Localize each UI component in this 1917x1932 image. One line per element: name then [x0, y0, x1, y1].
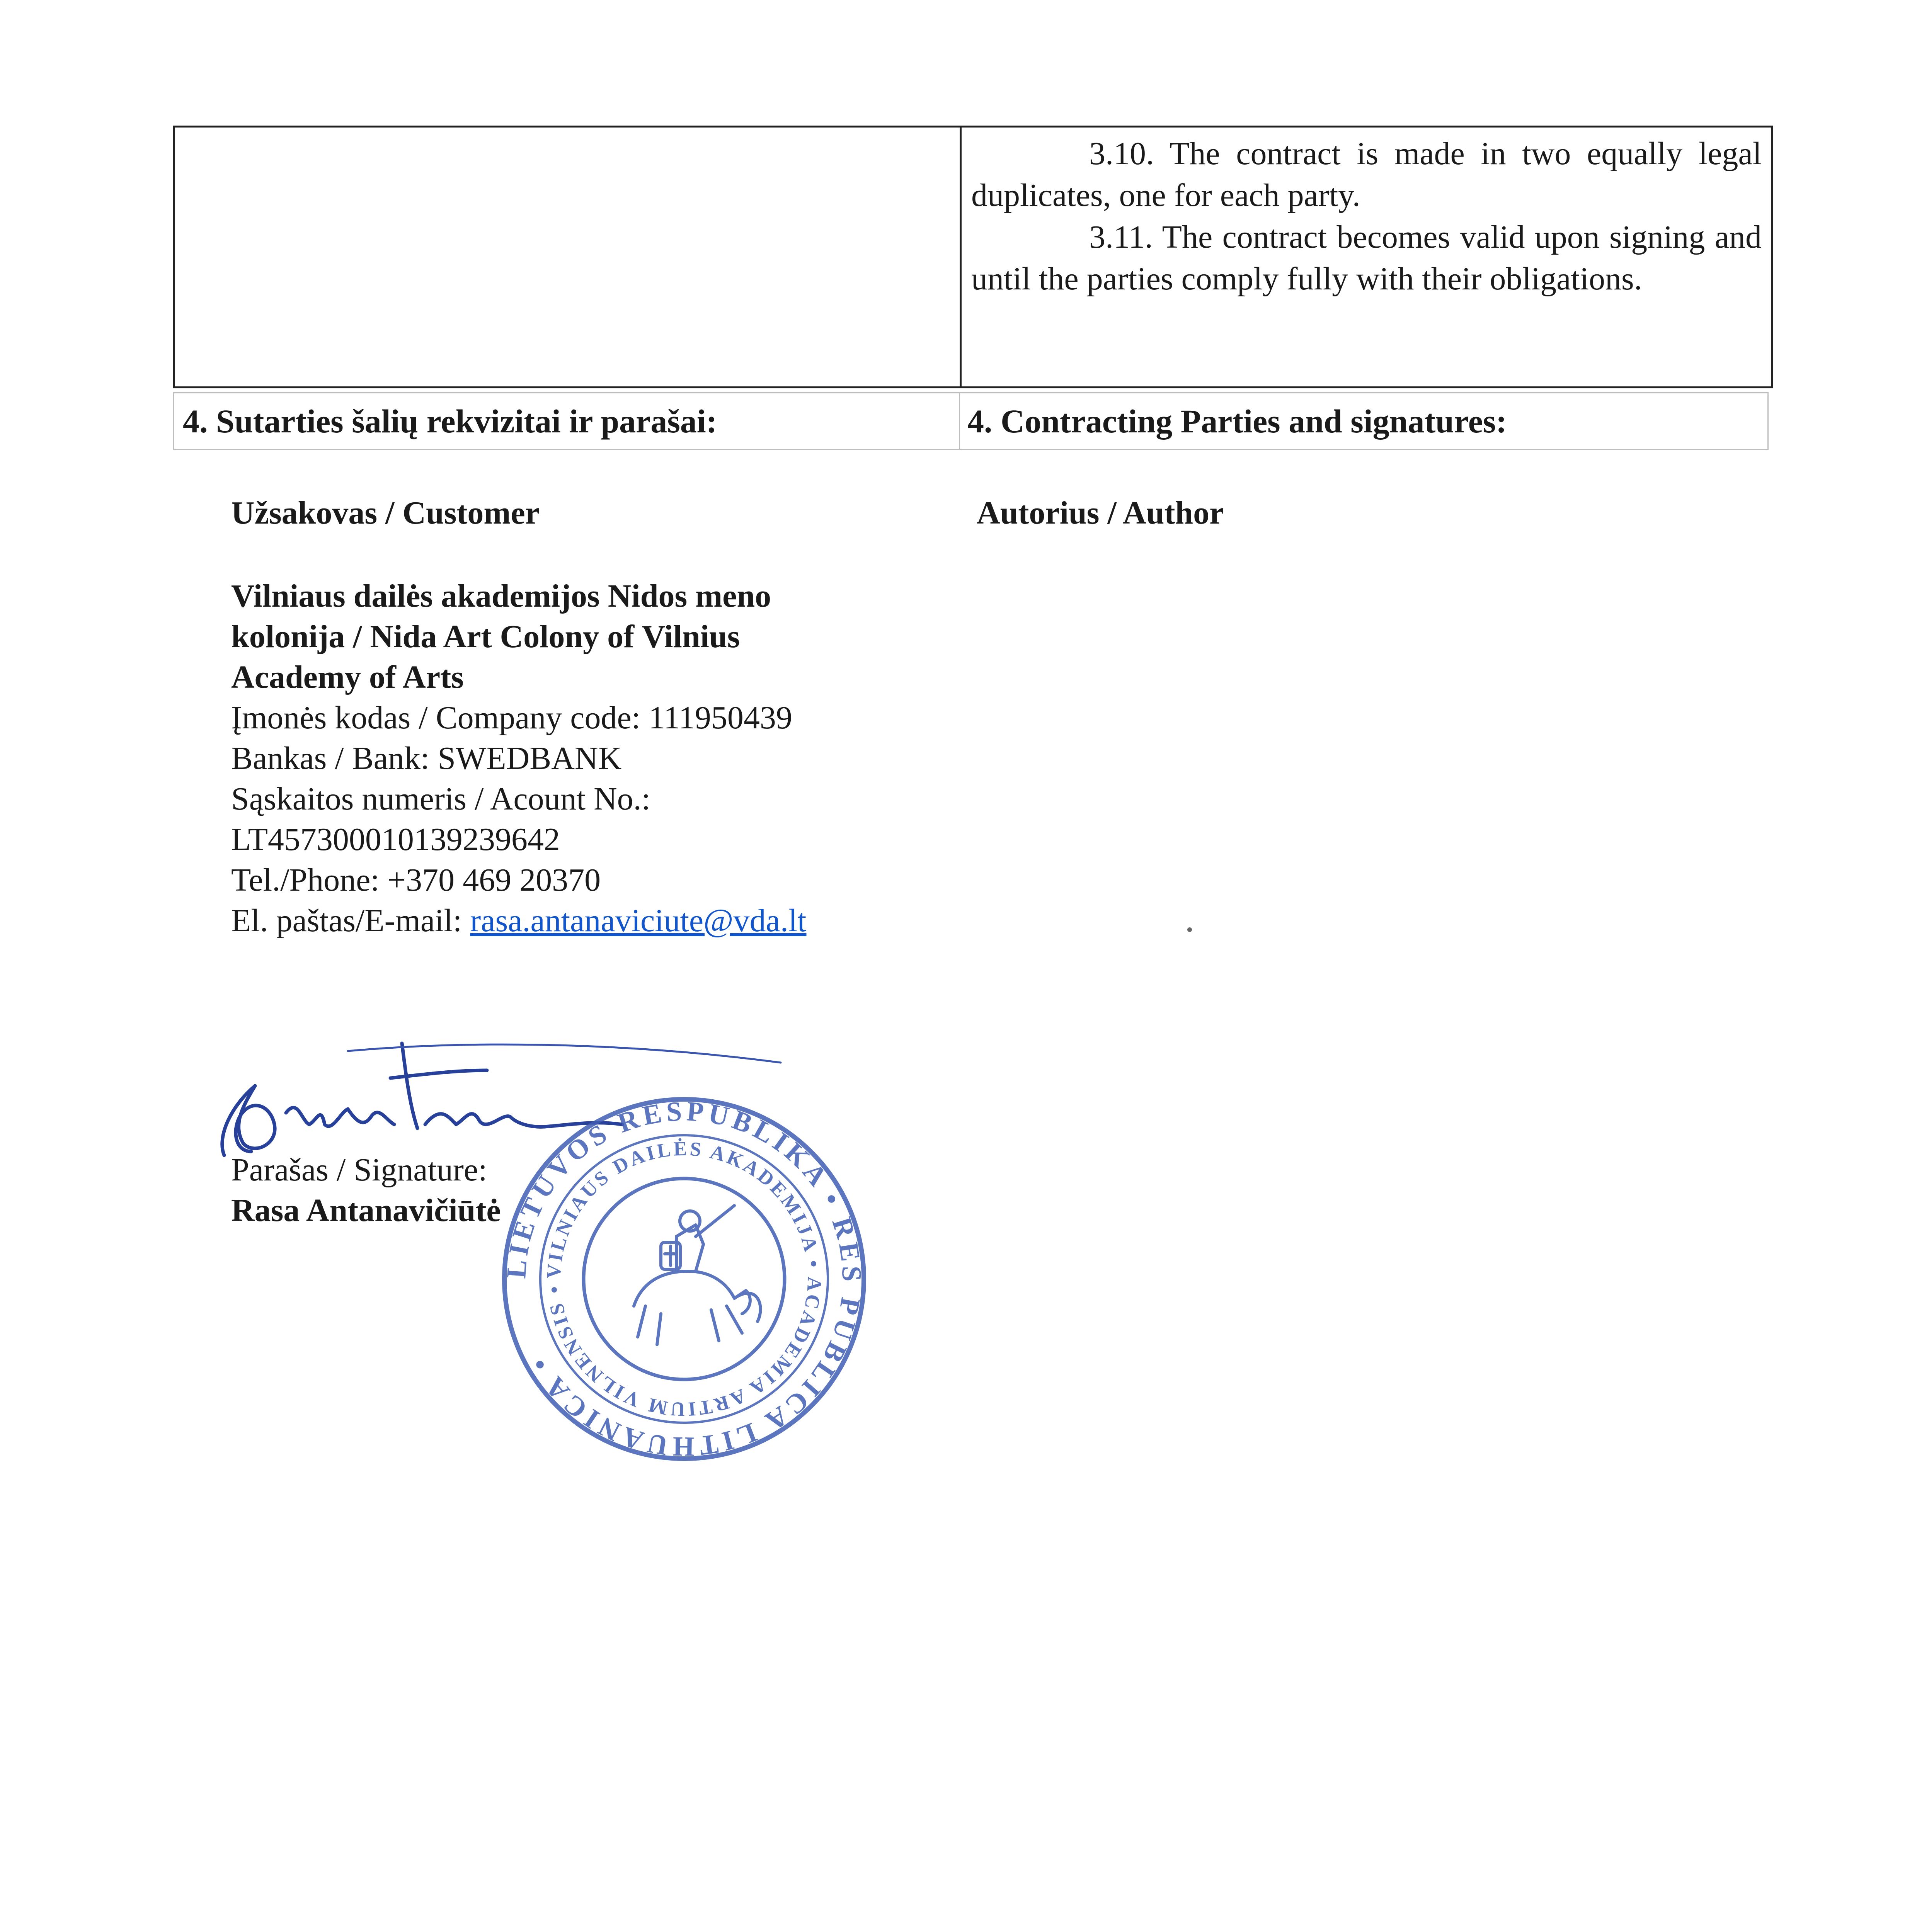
header-column-divider: [959, 393, 960, 449]
customer-org-line-3: Academy of Arts: [231, 659, 464, 695]
email-row: [231, 900, 927, 941]
account-label: Sąskaitos numeris / Acount No.:: [231, 781, 650, 817]
bank-name: Bankas / Bank: SWEDBANK: [231, 740, 622, 776]
customer-org-line-2: kolonija / Nida Art Colony of Vilnius: [231, 619, 740, 655]
section-4-heading-en: 4. Contracting Parties and signatures:: [967, 403, 1507, 440]
customer-org-line-1: Vilniaus dailės akademijos Nidos meno: [231, 578, 771, 614]
email-link[interactable]: rasa.antanaviciute@vda.lt: [470, 903, 807, 939]
email-label: El. paštas/E-mail:: [231, 903, 462, 939]
signature-block: [231, 1150, 501, 1231]
official-seal: [495, 1090, 873, 1468]
clause-3-11: 3.11. The contract becomes valid upon signing and until the parties comply fully with their obligations.: [971, 219, 1762, 297]
clauses-table: [173, 126, 1773, 388]
signature-label: Parašas / Signature:: [231, 1152, 487, 1188]
signatory-name: Rasa Antanavičiūtė: [231, 1192, 501, 1228]
company-code: Įmonės kodas / Company code: 111950439: [231, 700, 792, 736]
knight-emblem: [634, 1206, 761, 1345]
seal-inner-text: VILNIAUS DAILĖS AKADEMIJA • ACADEMIA ARTIUM VILNENSIS •: [543, 1138, 826, 1420]
clause-3-10: 3.10. The contract is made in two equally legal duplicates, one for each party.: [971, 136, 1762, 213]
table-column-divider: [960, 128, 962, 386]
customer-details: [231, 576, 927, 941]
customer-label: Užsakovas / Customer: [231, 495, 540, 531]
clauses-cell-en: [971, 128, 1762, 300]
section-4-heading-lt: 4. Sutarties šalių rekvizitai ir parašai:: [183, 403, 717, 440]
account-number: LT457300010139239642: [231, 821, 560, 857]
stray-mark: [1187, 927, 1192, 932]
author-label: Autorius / Author: [977, 495, 1224, 531]
seal-outer-text: LIETUVOS RESPUBLIKA • RES PUBLICA LITHUANICA •: [501, 1095, 868, 1463]
section-4-header-row: [173, 392, 1769, 450]
phone: Tel./Phone: +370 469 20370: [231, 862, 601, 898]
